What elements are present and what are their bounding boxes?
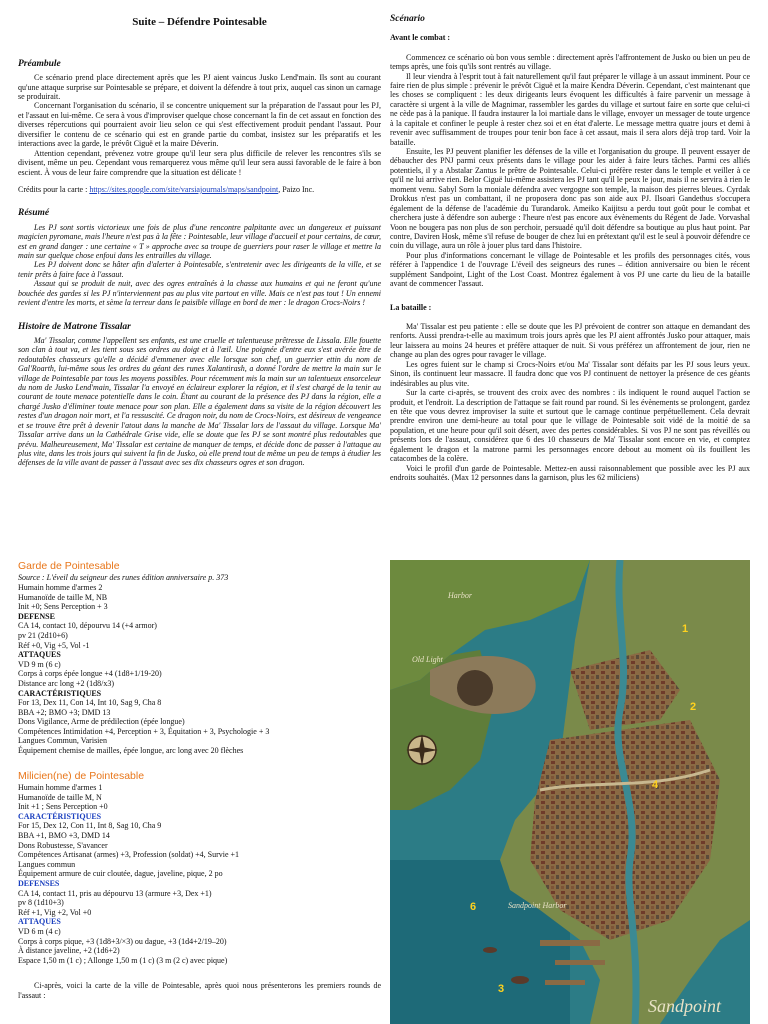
preambule-para-2: Concernant l'organisation du scénario, il se concentre uniquement sur la préparation de l'assaut pour les PJ, et l'assaut en lui-même. Ce sera à vous d'improviser quelque chose concernant la fin de cet assaut en fonction des diverses répercutions qui pourraient avoir lieu selon ce qui s'est effectivement produit pendant l'assaut. Pour diversifier le contenu de ce scénario qui est en grande partie du combat, insistez sur les préparatifs et les interactions avec la garde, le prévôt Ciguë et la maire Déverin. — [18, 101, 381, 149]
bataille-para-2: Les ogres fuient sur le champ si Crocs-Noirs et/ou Ma' Tissalar sont défaits par les PJ sous leurs yeux. Sinon, ils continuent leur massacre. Il faudra donc que vos PJ continuent de nettoyer la présence de ces géants indésirables au plus vite. — [390, 359, 750, 388]
bataille-para-3: Sur la carte ci-après, se trouvent des croix avec des nombres : ils indiquent le round auquel l'action se produit, et l'endroit. La description de l'attaque se fait round par round. Si les évènements se prolongent, gardez en tête que vous devrez improviser la suite et surtout que le carnage continue perpétuellement. Cela devrait prendre environ une demi-heure au total pour que le village de Pointesable soit vidé de la moitié de sa population, et une heure pour qu'il soit désert, avec des pertes considérables. Si vos PJ ne sont pas réveillés ou présents lors de l'assaut, considérez que 6 des 10 chasseurs de Ma' Tissalar sont encore en vie, et comptez également le dragon et la matrone parmi les personnages encore debout au moment où ils fouillent les catacombes de la colère. — [390, 388, 750, 464]
milicien-line-19: Espace 1,50 m (1 c) ; Allonge 1,50 m (1 c) (3 m (2 c) avec pique) — [18, 955, 228, 965]
milicien-line-9: Langues commun — [18, 859, 76, 869]
milicien-line-8: Compétences Artisanat (armes) +3, Profession (soldat) +4, Survie +1 — [18, 850, 240, 860]
avant-para-3: Ensuite, les PJ peuvent planifier les défenses de la ville et l'organisation du groupe. Il peuvent essayer de débaucher des PNJ parmi ceux présents dans le village pour les aider à faire leurs tâches. Parmi ces alliés potentiels, il y a Abstalar Zantus le prêtre de Pointesable. Celui-ci préfère rester dans le temple et veiller à ce qu'il ne lui arrive rien. Belor Ciguë lui-même assistera les PJ tant qu'il le peux le jour, mais il ne servira à rien le moment venu. Sabyl Sorn la moniale défendra avec vergogne son temple, la maison des pierres bleues. Cyrdak Drokkus n'est pas un combattant, il ne proposera donc pas son aide aux PJ. Ilsoari Gandethus s'occupera également de la défense de l'académie du Turandarok. Ameiko Kaijitsu a perdu tout goût pour le combat et cherchera juste à défendre son auberge : l'heure n'est pas encore aux évènements du Régent de Jade. Vorvashal Voon ne bougera pas non plus de son perchoir, persuadé qu'il doit défendre sa boutique au plus haut point. Par contre, Daviren Hosk, même s'il refuse de bouger de chez lui en prétextant qu'il est le seul à pouvoir défendre ce coin du village, aura un rôle à jouer plus tard dans l'histoire. — [390, 147, 750, 251]
garde-line-16: Compétences Intimidation +4, Perception + 3, Équitation + 3, Psychologie + 3 — [18, 726, 270, 736]
resume-para-1: Les PJ sont sortis victorieux une fois de plus d'une rencontre palpitante avec un dangereux et puissant magicien pyromane, mais l'heure n'est pas à la fête : Pointesable, leur village d'accueil et pour certains, de cœur, est en grand danger : une certaine « T » approche avec sa troupe de guerriers pour raser le village et mettre la main sur quelque chose enfoui dans les entrailles du village. — [18, 222, 381, 260]
milicien-title: Milicien(ne) de Pointesable — [18, 769, 145, 782]
garde-line-6: pv 21 (2d10+6) — [18, 630, 68, 640]
garde-line-17: Langues Commun, Varisien — [18, 736, 107, 746]
map-marker: 3 — [498, 983, 505, 995]
map-label-harbor: Harbor — [448, 591, 473, 600]
milicien-carac-heading: CARACTÉRISTIQUES — [18, 811, 102, 821]
resume-para-2: Les PJ doivent donc se hâter afin d'alerter à Pointesable, s'entretenir avec les dirigeants de la ville, et se tenir prêts à faire face à l'assaut. — [18, 260, 381, 279]
garde-line-3: Init +0; Sens Perception + 3 — [18, 602, 108, 612]
garde-line-7: Réf +0, Vig +5, Vol -1 — [18, 640, 90, 650]
map-label-old-light: Old Light — [412, 655, 443, 664]
credits-line — [18, 185, 381, 194]
resume-heading: Résumé — [18, 208, 50, 219]
map-caption: Sandpoint — [648, 996, 722, 1016]
bataille-heading: La bataille : — [390, 302, 432, 312]
preambule-para-3: Attention cependant, prévenez votre groupe qu'il leur sera plus difficile de relever les rencontres s'ils se divisent, même un peu. Cependant vous remarquerez vous même qu'il leur sera aussi favorable de le faire à bon escient. À vous de leur faire comprendre que la situation est délicate ! — [18, 148, 381, 177]
map-marker: 6 — [470, 901, 477, 913]
sandpoint-map — [390, 560, 750, 1024]
map-marker: 2 — [690, 701, 697, 713]
garde-line-2: Humanoïde de taille M, NB — [18, 592, 108, 602]
milicien-line-16: VD 6 m (4 c) — [18, 926, 61, 936]
bataille-para-4: Voici le profil d'un garde de Pointesable. Mettez-en aussi raisonnablement que possible avec les PJ aux endroits souhaités. (Max 12 personnes dans la garnison, plus les 62 miliciens) — [390, 463, 750, 483]
bataille-para-1: Ma' Tissalar est peu patiente : elle se doute que les PJ prévoient de contrer son attaque en demandant des renforts. Aussi prendra-t-elle au maximum trois jours après que les PJ aient affrontés Jusko pour attaquer, mais leur laissera au moins 24 heures et préfère attaquer de nuit. Si vous préférez un affrontement de jour, rien ne change au plan des ogres pour ravager le village. — [390, 322, 750, 360]
milicien-defenses-heading: DEFENSES — [18, 878, 60, 888]
right-column — [390, 14, 750, 482]
garde-line-9: VD 9 m (6 c) — [18, 659, 61, 669]
garde-line-1: Humain homme d'armes 2 — [18, 582, 103, 592]
garde-line-10: Corps à corps épée longue +4 (1d8+1/19-20) — [18, 669, 162, 679]
milicien-line-6: BBA +1, BMO +3, DMD 14 — [18, 831, 110, 840]
map-illustration — [390, 560, 750, 1024]
garde-line-5: CA 14, contact 10, dépourvu 14 (+4 armor) — [18, 621, 157, 631]
milicien-line-13: pv 8 (1d10+3) — [18, 898, 64, 908]
garde-line-13: For 13, Dex 11, Con 14, Int 10, Sag 9, Cha 8 — [18, 698, 162, 708]
garde-line-18: Équipement chemise de mailles, épée longue, arc long avec 20 flèches — [18, 746, 244, 756]
milicien-attaques-heading: ATTAQUES — [18, 917, 61, 927]
map-marker: 1 — [682, 623, 689, 635]
milicien-line-18: À distance javeline, +2 (1d6+2) — [18, 946, 120, 956]
histoire-para: Ma' Tissalar, comme l'appellent ses enfants, est une cruelle et talentueuse prêtresse de Lissala. Elle fouette son clan à tout va, et les tient sous ses ordres au doigt et à l'œil. Une poignée d'entre eux s'est avérée être de redoutables chasseurs qu'elle a décidé d'emmener avec elle lorsque son chef, un guerrier ettin du nom de Gal'Roarth, lui-même sous les ordres du géant des runes Xalantirash, a donné l'ordre de mettre la main sur le village de Pointesable par tous les moyens possibles. Pour récemment mis la main sur un talentueux ensorceleur du nom de Jusko Lend'main, Tissalar l'a envoyé en éclaireur explorer la région, et il s'est chargé de la tenir au courant de toute menace potentielle dans le coin. Étant au courant de la présence des PJ dans la région, elle a chargé Jusko d'éliminer toute menace pour son plan. Elle a également dans sa visite de la région découvert les restes d'un dragon noir mort, et l'a ressuscité. Ce dragon noir, du nom de Crocs-Noirs, est désireux de vengeance et se trouve être prêt à devenir l'atout dans la manche de Ma' Tissalar lors de l'assaut du village. Lorsque Ma' Tissalar arrive dans un la Cathédrale Grise vide, elle se doute que les PJ se sont montré plus redoutables que prévu. Malheureusement, Ma' Tissalar est certaine de manquer de temps, et décide donc de passer à l'attaque au plus vite, dans les trois jours qui suivent la fin de Jusko, où elle prend tout de même un peu de temps à étudier les défenses de la ville avant de passer à l'assaut avec ses dix chasseurs ogres et son dragon. — [18, 335, 381, 468]
avant-para-4: Pour plus d'informations concernant le village de Pointesable et les profils des personnages cités, vous référer à l'appendice 1 de l'ouvrage L'éveil des seigneurs des runes – édition anniversaire ou bien le récent supplément Sandpoint, Light of the Lost Coast. Montrez également à vos PJ une carte du lieu de la bataille avant de commencer l'assaut. — [390, 250, 750, 289]
garde-source: Source : L'éveil du seigneur des runes édition anniversaire p. 373 — [18, 573, 229, 583]
resume-para-3: Assaut qui se produit de nuit, avec des ogres entraînés à la chasse aux humains et qui ne feront qu'une bouchée des gardes si les PJ n'interviennent pas au plus vite partout en ville. Mais ce n'est pas tout ! Un ennemi revient d'entre les morts, et sème la terreur dans le paisible village en bord de mer : le dragon Crocs-Noirs ! — [18, 279, 381, 308]
milicien-line-17: Corps à corps pique, +3 (1d8+3/×3) ou dague, +3 (1d4+2/19–20) — [18, 936, 227, 946]
milicien-line-3: Init +1 ; Sens Perception +0 — [18, 802, 108, 812]
garde-attaques-heading: ATTAQUES — [18, 650, 61, 660]
credits-prefix: Crédits pour la carte : — [18, 184, 90, 194]
milicien-line-14: Réf +1, Vig +2, Vol +0 — [18, 907, 92, 917]
stat-blocks — [18, 560, 381, 1000]
milicien-line-12: CA 14, contact 11, pris au dépourvu 13 (armure +3, Dex +1) — [18, 888, 212, 898]
credits-suffix: , Paizo Inc. — [278, 184, 315, 194]
garde-line-15: Dons Vigilance, Arme de prédilection (épée longue) — [18, 717, 185, 727]
scenario-heading: Scénario — [390, 14, 425, 24]
map-label-sandpoint-harbor: Sandpoint Harbor — [508, 901, 567, 910]
histoire-heading: Histoire de Matrone Tissalar — [18, 321, 131, 332]
credits-link[interactable]: https://sites.google.com/site/varsiajournals/maps/sandpoint — [89, 184, 279, 194]
milicien-line-10: Équipement armure de cuir cloutée, dague, javeline, pique, 2 po — [18, 869, 223, 879]
document-title: Suite – Défendre Pointesable — [132, 16, 267, 28]
milicien-line-5: For 15, Dex 12, Con 11, Int 8, Sag 10, Cha 9 — [18, 821, 162, 831]
milicien-line-1: Humain homme d'armes 1 — [18, 783, 103, 793]
milicien-line-2: Humanoïde de taille M, N — [18, 792, 102, 802]
preambule-heading: Préambule — [18, 58, 61, 69]
avant-para-1: Commencez ce scénario où bon vous semble : directement après l'affrontement de Jusko ou bien un peu de temps après, une fois qu'ils sont rentrés au village. — [390, 52, 750, 72]
garde-title: Garde de Pointesable — [18, 560, 120, 572]
garde-line-14: BBA +2; BMO +3; DMD 13 — [18, 707, 111, 717]
garde-line-11: Distance arc long +2 (1d8/x3) — [18, 678, 115, 688]
map-marker: 4 — [652, 779, 659, 791]
left-column — [18, 14, 381, 468]
avant-para-2: Il leur viendra à l'esprit tout à fait naturellement qu'il faut préparer le village à un assaut imminent. Pour ce faire rien de plus simple : prévenir le prévôt Ciguë et la maire Kendra Déverin. Cependant, c'est maintenant que les choses se compliquent : les deux dirigeants leurs évoquent les difficultés à faire parvenir un message à caractère si urgent à la ville de Magnimar, rassembler les gardes du village et surtout faire en sorte que celui-ci ne cède pas à la panique. Il faudra instaurer la loi martiale dans le village, envoyer un messager de toute urgence à la capitale et confiner le peuple à rester chez soi et en état d'alerte. Le message mettra quatre jours et demi à revenir avec suffisamment de troupes pour tenir bon face à cet assaut, mais il sera alors déjà trop tard. Voir la bataille. — [390, 71, 750, 147]
garde-carac-heading: CARACTÉRISTIQUES — [18, 688, 102, 698]
preambule-para-1: Ce scénario prend place directement après que les PJ aient vaincus Jusko Lend'main. Ils sont au courant qu'une attaque surprise sur Pointesable se prépare, et doivent la défendre à tout prix, auquel cas sinon un carnage se produirait. — [18, 73, 381, 102]
garde-defense-heading: DEFENSE — [18, 611, 55, 621]
milicien-closing: Ci-après, voici la carte de la ville de Pointesable, après quoi nous présenterons les premiers rounds de l'assaut : — [18, 981, 381, 1000]
milicien-line-7: Dons Robustesse, S'avancer — [18, 840, 108, 850]
avant-subheading: Avant le combat : — [390, 33, 451, 43]
